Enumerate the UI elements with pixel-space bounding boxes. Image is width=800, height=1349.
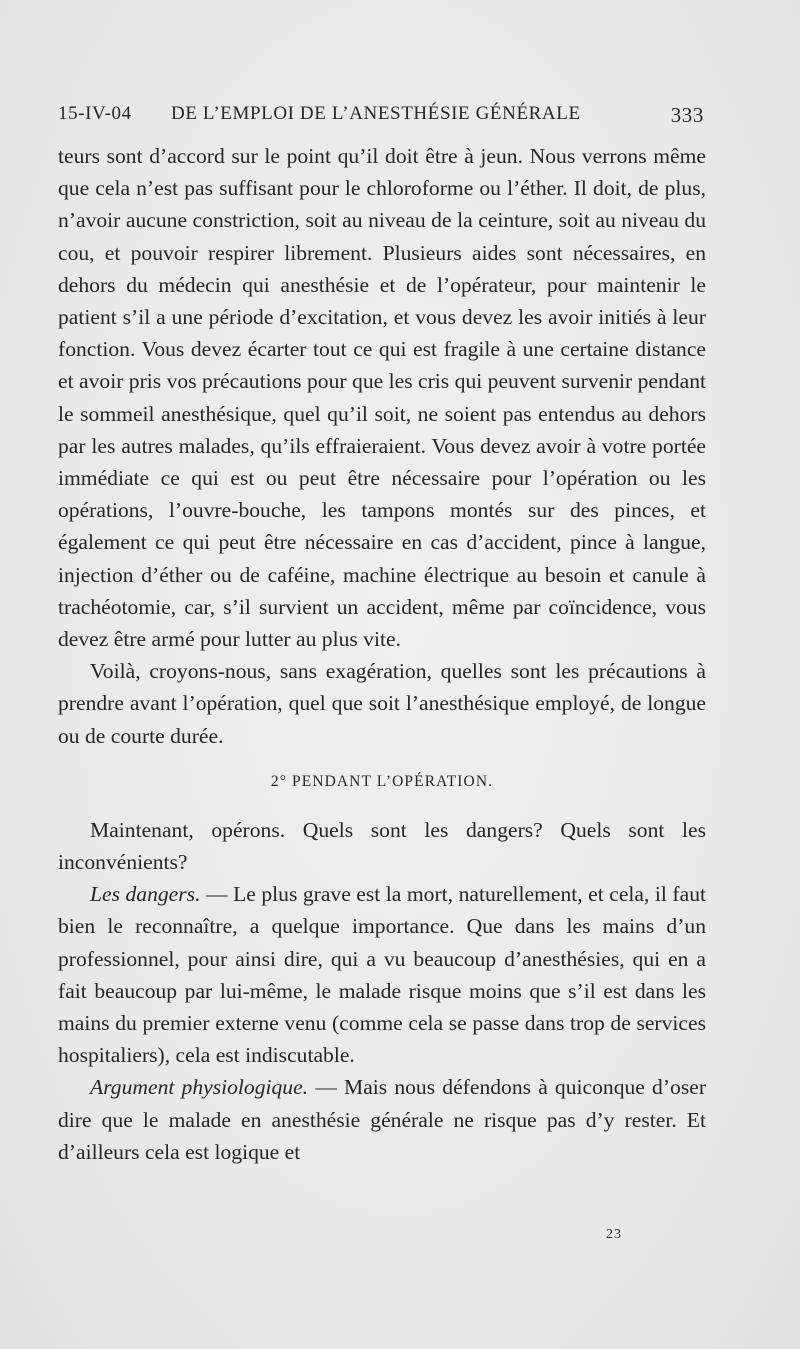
section-heading <box>58 762 706 802</box>
paragraph-dangers <box>58 878 706 1071</box>
paragraph-continuation: teurs sont d’accord sur le point qu’il doit être à jeun. Nous verrons même que cela n’est pas suffisant pour le chloroforme ou l’éther. Il doit, de plus, n’avoir aucune constriction, soit au niveau de la ceinture, soit au niveau du cou, et pouvoir respirer librement. Plusieurs aides sont nécessaires, en dehors du médecin qui anesthésie et de l’opérateur, pour maintenir le patient s’il a une période d’excitation, et vous devez les avoir initiés à leur fonction. Vous devez écarter tout ce qui est fragile à une certaine distance et avoir pris vos précautions pour que les cris qui peuvent survenir pendant le sommeil anesthésique, quel qu’il soit, ne soient pas entendus au dehors par les autres malades, qu’ils effraieraient. Vous devez avoir à votre portée immédiate ce qui est ou peut être nécessaire pour l’opération ou les opérations, l’ouvre-bouche, les tampons montés sur des pinces, et également ce qui peut être nécessaire en cas d’accident, pince à langue, injection d’éther ou de caféine, machine électrique au besoin et canule à trachéotomie, car, s’il survient un accident, même par coïncidence, vous devez être armé pour lutter au plus vite. <box>58 144 706 652</box>
argument-label: Argument physiologique. <box>90 1075 309 1100</box>
argument-text: — Mais nous défendons à quiconque d’oser dire que le malade en anesthésie générale ne risque pas d’y rester. Et d’ailleurs cela est logique et <box>58 1075 707 1164</box>
header-date: 15-IV-04 <box>58 103 132 124</box>
paragraph-argument <box>58 1071 706 1168</box>
section-heading-text: 2° PENDANT L’OPÉRATION. <box>270 772 494 790</box>
paragraph-operons: Maintenant, opérons. Quels sont les dangers? Quels sont les inconvénients? <box>58 817 706 875</box>
running-header <box>58 103 704 133</box>
header-title: DE L’EMPLOI DE L’ANESTHÉSIE GÉNÉRALE <box>171 103 581 124</box>
paragraph-precautions: Voilà, croyons-nous, sans exagération, quelles sont les précautions à prendre avant l’opération, quel que soit l’anesthésique employé, de longue ou de courte durée. <box>58 659 706 748</box>
dangers-text: — Le plus grave est la mort, naturellement, et cela, il faut bien le reconnaître, a quelque importance. Que dans les mains d’un professionnel, pour ainsi dire, qui a vu beaucoup d’anesthésies, qui en a fait beaucoup par lui-même, le malade risque moins que s’il est dans les mains du premier externe venu (comme cela se passe dans trop de services hospitaliers), cela est indiscutable. <box>58 882 706 1068</box>
body-text <box>58 140 706 1168</box>
signature-mark: 23 <box>606 1227 622 1242</box>
dangers-label: Les dangers. <box>90 882 201 907</box>
page-number: 333 <box>670 103 704 127</box>
